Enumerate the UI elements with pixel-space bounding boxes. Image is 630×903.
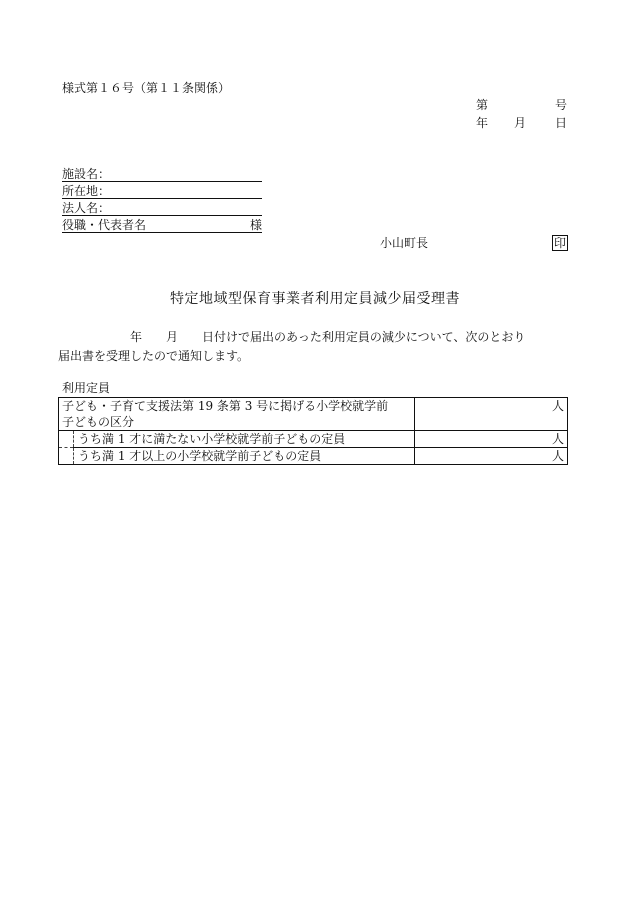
row2-unit: 人 (551, 432, 564, 446)
section-label: 利用定員 (62, 381, 111, 395)
facility-name-field[interactable] (62, 167, 262, 182)
indent-spacer (59, 448, 74, 465)
body-paragraph (58, 328, 568, 366)
date-year: 年 (476, 116, 489, 130)
seal-mark: 印 (554, 236, 567, 250)
body-month: 月 (166, 330, 179, 344)
row2-label: うち満 1 才に満たない小学校就学前子どもの定員 (74, 431, 415, 448)
row2-value-cell[interactable] (415, 431, 568, 448)
honorific: 様 (249, 218, 262, 232)
row1-label (59, 398, 415, 431)
date-month: 月 (514, 116, 527, 130)
row1-unit: 人 (551, 399, 564, 413)
body-text-1: 日付けで届出のあった利用定員の減少について、次のとおり (202, 330, 526, 344)
indent-spacer (59, 431, 74, 448)
address-label: 所在地： (62, 184, 111, 198)
table-row (59, 448, 568, 465)
table-row (59, 431, 568, 448)
form-id: 様式第１６号（第１１条関係） (62, 81, 231, 95)
row1-value-cell[interactable] (415, 398, 568, 431)
row3-unit: 人 (551, 449, 564, 463)
capacity-table (58, 397, 568, 465)
number-dai: 第 (476, 98, 489, 112)
corporation-label: 法人名： (62, 201, 111, 215)
facility-label: 施設名： (62, 167, 111, 181)
address-field[interactable] (62, 184, 262, 199)
number-go: 号 (555, 98, 568, 112)
row3-label: うち満 1 才以上の小学校就学前子どもの定員 (74, 448, 415, 465)
row3-value-cell[interactable] (415, 448, 568, 465)
body-text-2: 届出書を受理したので通知します。 (58, 349, 250, 363)
representative-label: 役職・代表者名 (62, 218, 147, 232)
corporation-field[interactable] (62, 201, 262, 216)
representative-field[interactable] (62, 218, 262, 233)
date-day: 日 (555, 116, 568, 130)
body-year: 年 (130, 330, 143, 344)
row1-label-b: 子どもの区分 (62, 415, 135, 429)
row1-label-a: 子ども・子育て支援法第 19 条第 3 号に掲げる小学校就学前 (62, 399, 389, 413)
sender-name: 小山町長 (380, 236, 429, 250)
table-row (59, 398, 568, 431)
document-title: 特定地域型保育事業者利用定員減少届受理書 (170, 291, 460, 307)
